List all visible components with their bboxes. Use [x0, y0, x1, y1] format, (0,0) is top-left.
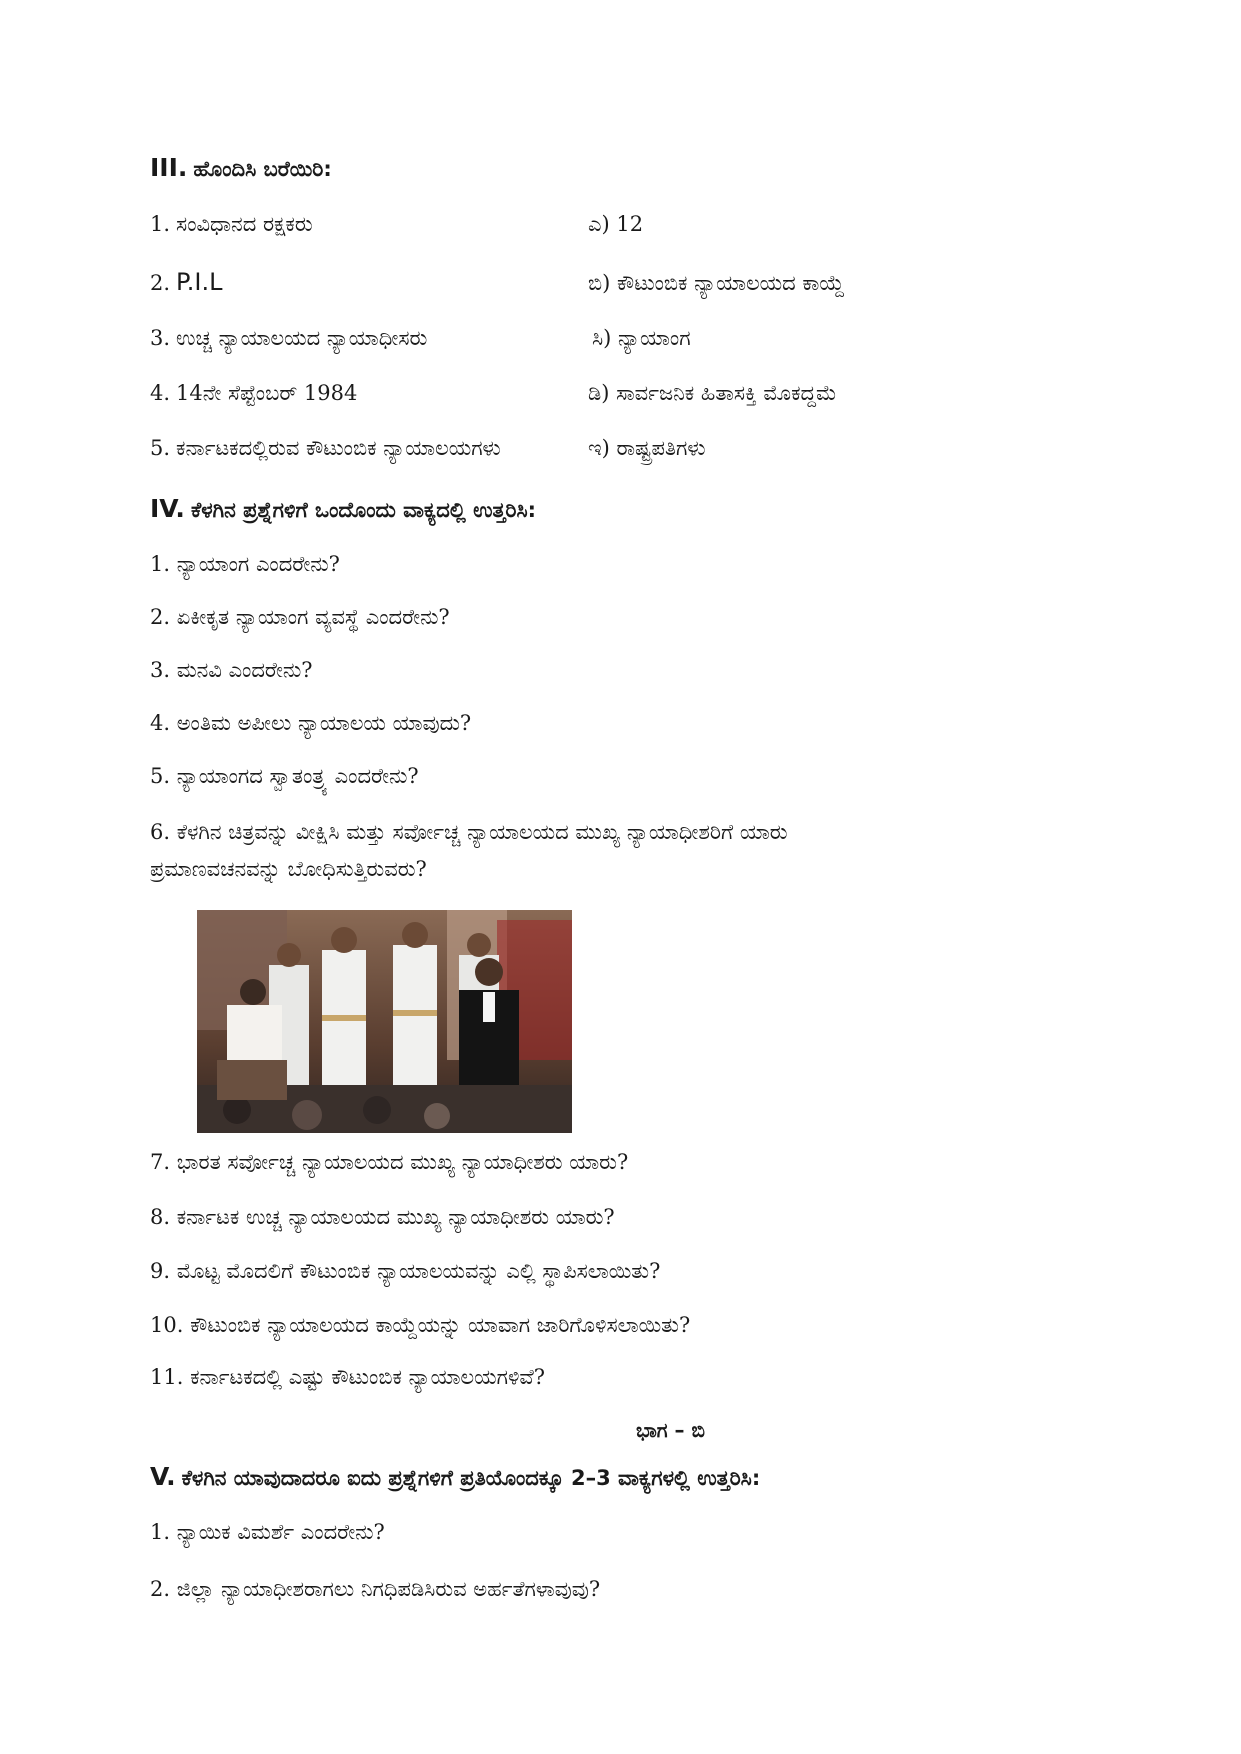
section-3-title: ಹೊಂದಿಸಿ ಬರೆಯಿರಿ: — [193, 157, 332, 181]
question-4-6-continued: ಪ್ರಮಾಣವಚನವನ್ನು ಬೋಧಿಸುತ್ತಿರುವರು? — [150, 857, 427, 881]
match-row-2-right: ಬಿ) ಕೌಟುಂಬಿಕ ನ್ಯಾಯಾಲಯದ ಕಾಯ್ದೆ — [588, 271, 845, 295]
question-4-5: 5. ನ್ಯಾಯಾಂಗದ ಸ್ವಾತಂತ್ರ್ಯ ಎಂದರೇನು? — [150, 764, 419, 788]
match-row-2-left: 2. P.I.L — [150, 268, 223, 296]
match-row-5-right: ಇ) ರಾಷ್ಟ್ರಪತಿಗಳು — [588, 436, 706, 460]
question-4-6: 6. ಕೆಳಗಿನ ಚಿತ್ರವನ್ನು ವೀಕ್ಷಿಸಿ ಮತ್ತು ಸರ್ವೋಚ್ಚ ನ್ಯಾಯಾಲಯದ ಮುಖ್ಯ ನ್ಯಾಯಾಧೀಶರಿಗೆ ಯಾರು — [150, 820, 788, 844]
question-4-4: 4. ಅಂತಿಮ ಅಪೀಲು ನ್ಯಾಯಾಲಯ ಯಾವುದು? — [150, 711, 472, 735]
section-4-roman: IV. — [150, 494, 185, 523]
match-row-5-left: 5. ಕರ್ನಾಟಕದಲ್ಲಿರುವ ಕೌಟುಂಬಿಕ ನ್ಯಾಯಾಲಯಗಳು — [150, 436, 501, 460]
oath-ceremony-photo — [197, 910, 572, 1133]
question-5-2: 2. ಜಿಲ್ಲಾ ನ್ಯಾಯಾಧೀಶರಾಗಲು ನಿಗಧಿಪಡಿಸಿರುವ ಅರ್ಹತೆಗಳಾವುವು? — [150, 1577, 601, 1601]
section-5-heading — [150, 1462, 760, 1491]
part-b-title: ಭಾಗ – ಬಿ — [636, 1418, 705, 1442]
question-4-10: 10. ಕೌಟುಂಬಿಕ ನ್ಯಾಯಾಲಯದ ಕಾಯ್ದೆಯನ್ನು ಯಾವಾಗ ಜಾರಿಗೊಳಿಸಲಾಯಿತು? — [150, 1313, 691, 1337]
match-row-3-left: 3. ಉಚ್ಚ ನ್ಯಾಯಾಲಯದ ನ್ಯಾಯಾಧೀಸರು — [150, 326, 428, 350]
section-5-roman: V. — [150, 1462, 176, 1491]
question-4-1: 1. ನ್ಯಾಯಾಂಗ ಎಂದರೇನು? — [150, 552, 340, 576]
photo-illustration — [197, 910, 572, 1133]
question-4-3: 3. ಮನವಿ ಎಂದರೇನು? — [150, 658, 313, 682]
section-4-title: ಕೆಳಗಿನ ಪ್ರಶ್ನೆಗಳಿಗೆ ಒಂದೊಂದು ವಾಕ್ಯದಲ್ಲಿ ಉತ್ತರಿಸಿ: — [190, 498, 537, 522]
section-5-title: ಕೆಳಗಿನ ಯಾವುದಾದರೂ ಐದು ಪ್ರಶ್ನೆಗಳಿಗೆ ಪ್ರತಿಯೊಂದಕ್ಕೂ 2–3 ವಾಕ್ಯಗಳಲ್ಲಿ ಉತ್ತರಿಸಿ: — [181, 1466, 761, 1490]
question-4-9: 9. ಮೊಟ್ಟ ಮೊದಲಿಗೆ ಕೌಟುಂಬಿಕ ನ್ಯಾಯಾಲಯವನ್ನು ಎಲ್ಲಿ ಸ್ಥಾಪಿಸಲಾಯಿತು? — [150, 1259, 661, 1283]
match-row-1-right: ಎ) 12 — [588, 212, 644, 236]
question-5-1: 1. ನ್ಯಾಯಿಕ ವಿಮರ್ಶೆ ಎಂದರೇನು? — [150, 1520, 385, 1544]
question-4-7: 7. ಭಾರತ ಸರ್ವೋಚ್ಚ ನ್ಯಾಯಾಲಯದ ಮುಖ್ಯ ನ್ಯಾಯಾಧೀಶರು ಯಾರು? — [150, 1150, 629, 1174]
question-4-11: 11. ಕರ್ನಾಟಕದಲ್ಲಿ ಎಷ್ಟು ಕೌಟುಂಬಿಕ ನ್ಯಾಯಾಲಯಗಳಿವೆ? — [150, 1365, 545, 1389]
question-4-2: 2. ಏಕೀಕೃತ ನ್ಯಾಯಾಂಗ ವ್ಯವಸ್ಥೆ ಎಂದರೇನು? — [150, 605, 450, 629]
section-3-roman: III. — [150, 153, 188, 182]
match-row-1-left: 1. ಸಂವಿಧಾನದ ರಕ್ಷಕರು — [150, 212, 313, 236]
match-row-4-left: 4. 14ನೇ ಸೆಪ್ಟೆಂಬರ್ 1984 — [150, 381, 358, 405]
question-4-8: 8. ಕರ್ನಾಟಕ ಉಚ್ಚ ನ್ಯಾಯಾಲಯದ ಮುಖ್ಯ ನ್ಯಾಯಾಧೀಶರು ಯಾರು? — [150, 1205, 615, 1229]
section-3-heading — [150, 153, 332, 182]
section-4-heading — [150, 494, 536, 523]
match-row-3-right: ಸಿ) ನ್ಯಾಯಾಂಗ — [592, 326, 691, 350]
match-row-4-right: ಡಿ) ಸಾರ್ವಜನಿಕ ಹಿತಾಸಕ್ತಿ ಮೊಕದ್ದಮೆ — [588, 381, 837, 405]
